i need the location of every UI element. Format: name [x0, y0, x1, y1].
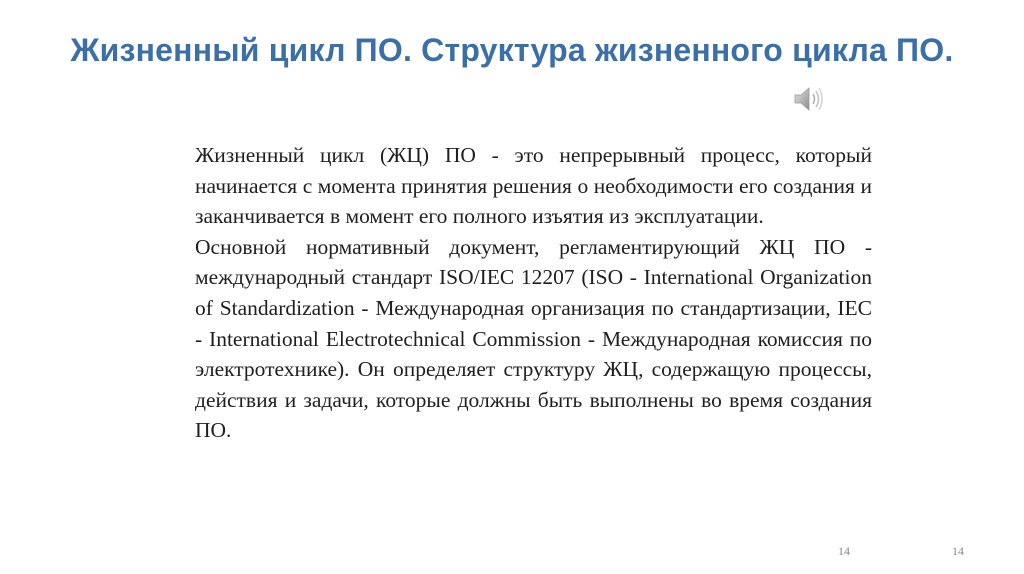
page-number-inner: 14: [838, 544, 850, 558]
speaker-icon[interactable]: [792, 84, 826, 114]
paragraph-iso-standard: Основной нормативный документ, регламентирующий ЖЦ ПО - международный стандарт ISO/IEC 12207 (ISO - International Organization of Standardization - Международная организация по стандартизации, IEC - International Electrotechnical Commission - Международная комиссия по электротехнике). Он определяет структуру ЖЦ, содержащую процессы, действия и задачи, которые должны быть выполнены во время создания ПО.: [195, 234, 872, 443]
page-number-outer: 14: [952, 544, 964, 558]
slide-body: [195, 140, 872, 446]
slide-title: Жизненный цикл ПО. Структура жизненного цикла ПО.: [70, 32, 954, 68]
paragraph-lifecycle-definition: Жизненный цикл (ЖЦ) ПО - это непрерывный процесс, который начинается с момента принятия решения о необходимости его создания и заканчивается в момент его полного изъятия из эксплуатации.: [195, 143, 872, 229]
